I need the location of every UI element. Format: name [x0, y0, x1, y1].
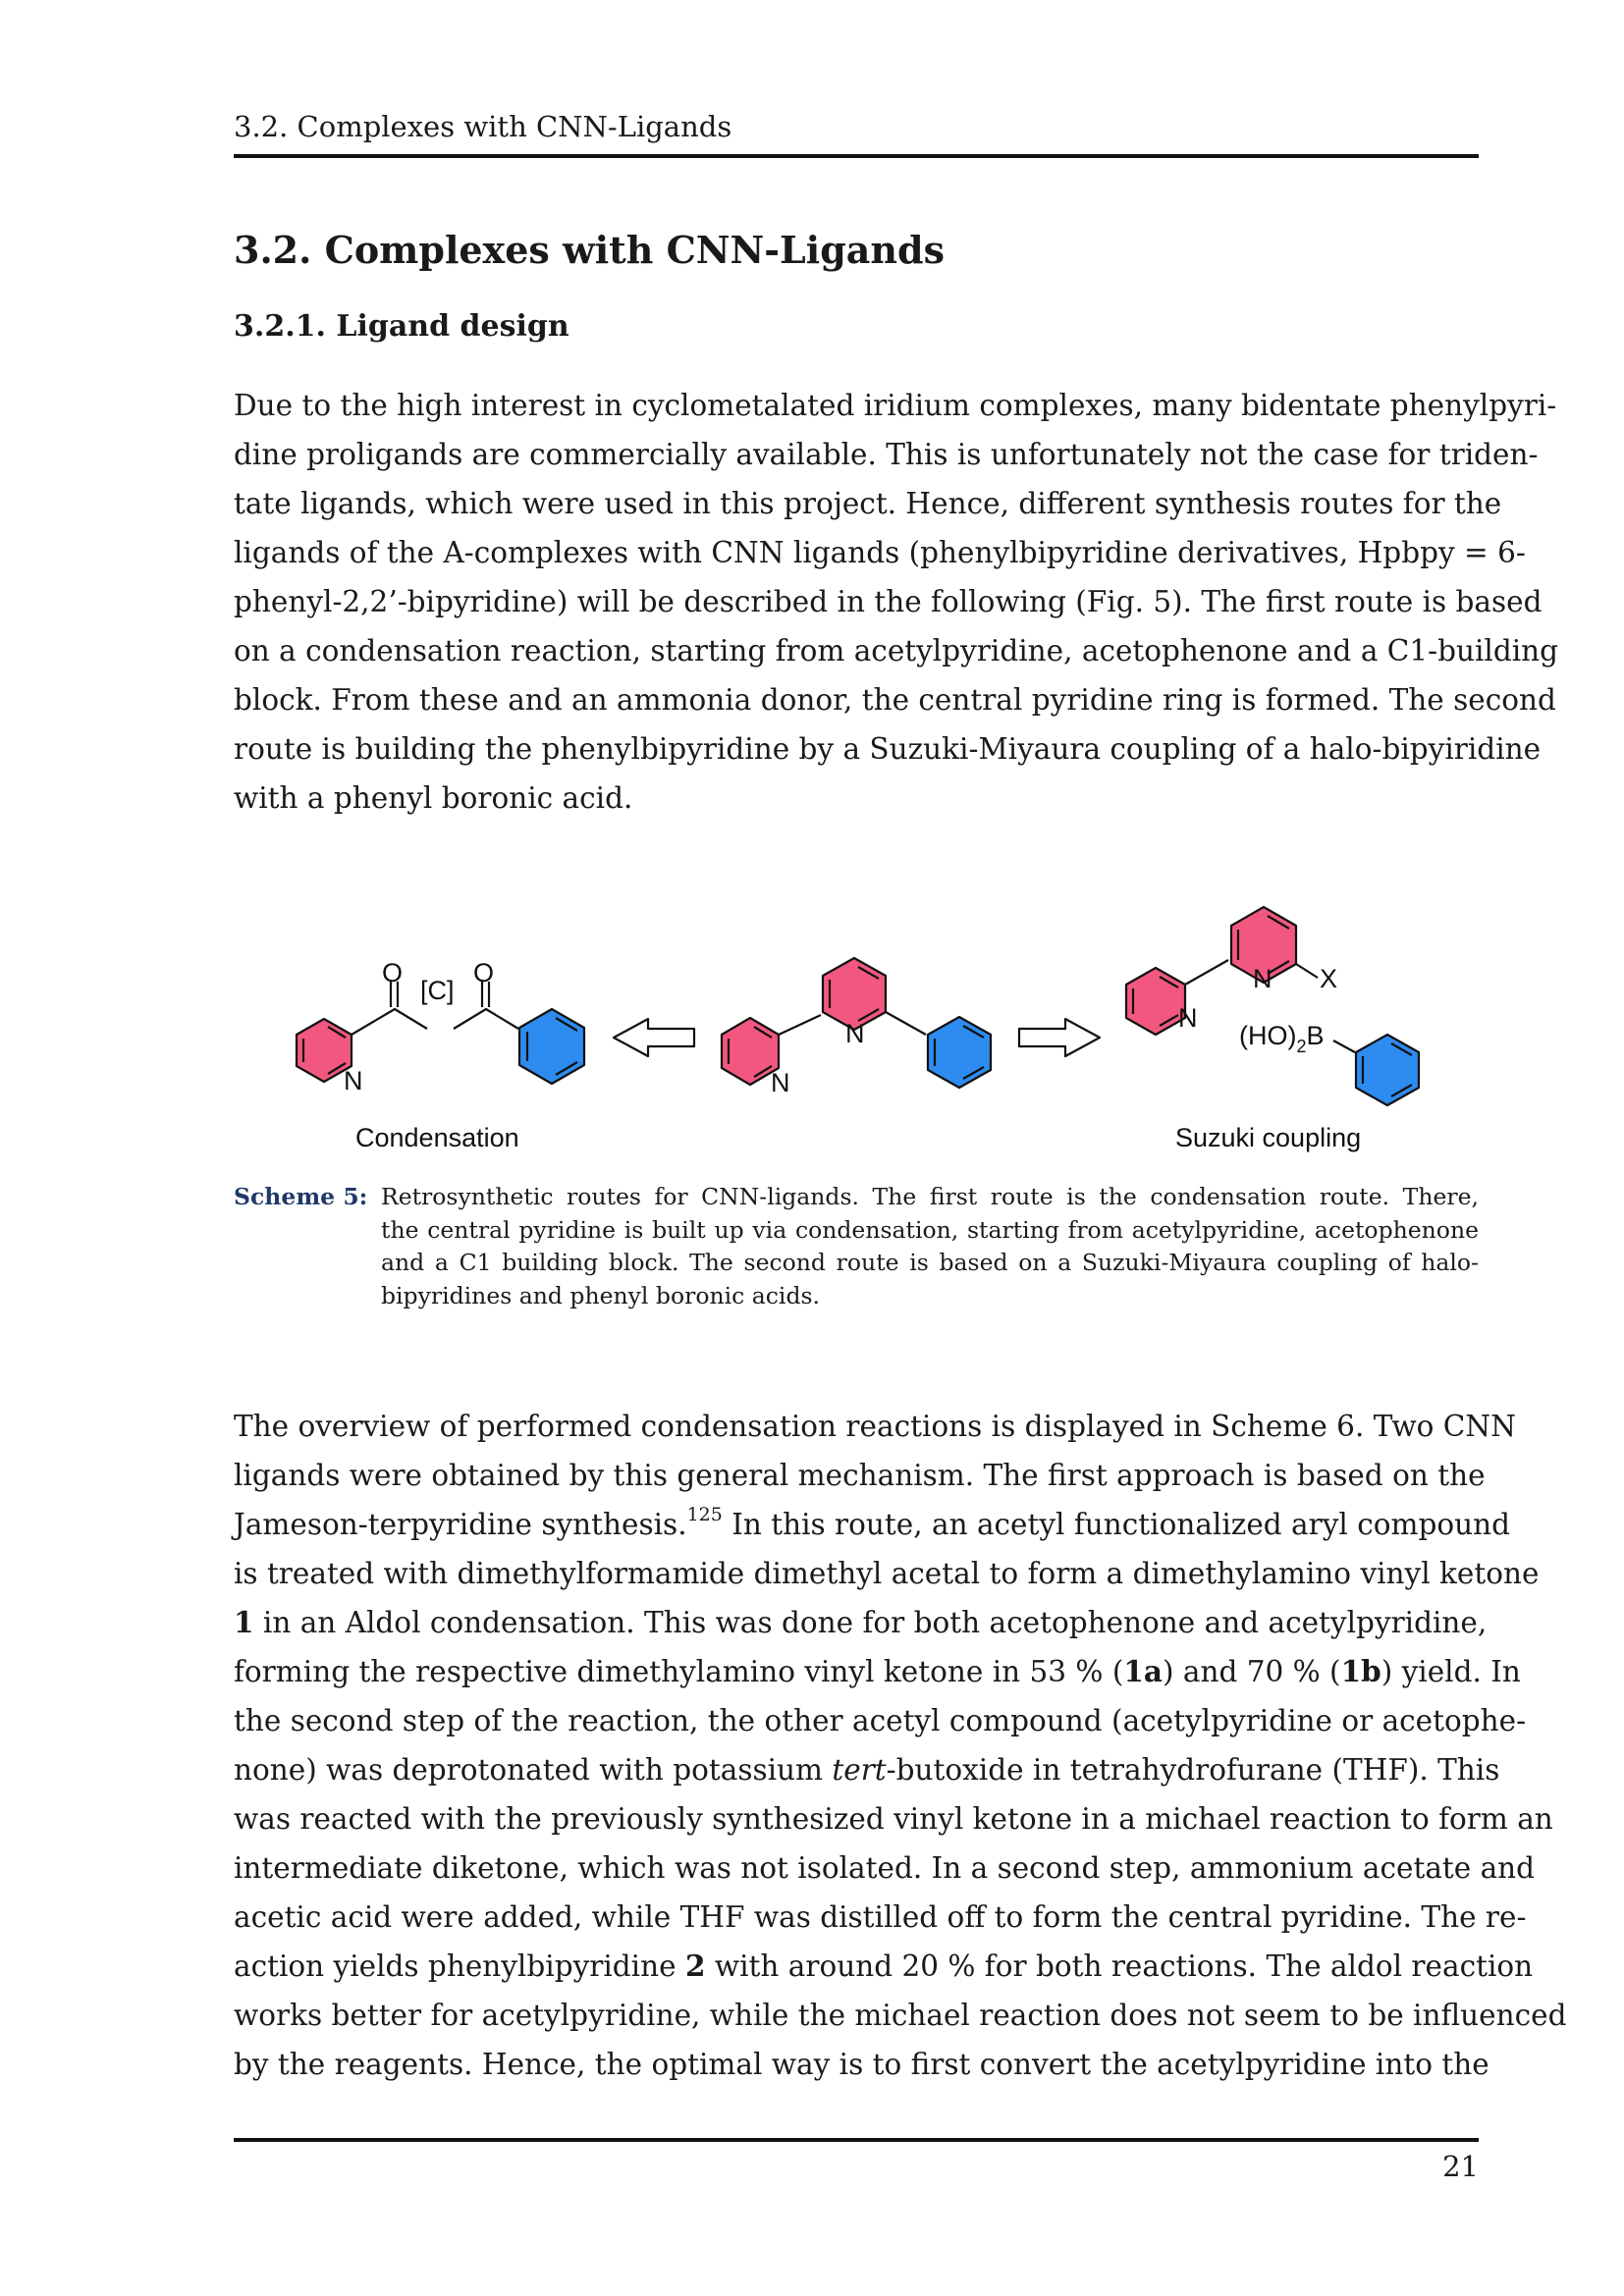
- paragraph-line: acetic acid were added, while THF was distilled off to form the central pyridine. The re-: [234, 1900, 1527, 1934]
- phenyl-ring: [519, 1009, 584, 1084]
- compound-number: 2: [684, 1949, 706, 1983]
- paragraph-line: action yields phenylbipyridine 2 with around 20 % for both reactions. The aldol reaction: [234, 1949, 1534, 1983]
- compound-number: 1a: [1123, 1654, 1163, 1688]
- atom-label-o: O: [473, 958, 495, 988]
- paragraph-line: ligands of the A-complexes with CNN ligands (phenylbipyridine derivatives, Hpbpy = 6-: [234, 536, 1526, 569]
- paragraph-line: works better for acetylpyridine, while the michael reaction does not seem to be influenced: [234, 1999, 1567, 2032]
- paragraph-line: block. From these and an ammonia donor, the central pyridine ring is formed. The second: [234, 683, 1556, 717]
- subsection-title: 3.2.1. Ligand design: [234, 309, 569, 344]
- paragraph-line: by the reagents. Hence, the optimal way is to first convert the acetylpyridine into the: [234, 2048, 1489, 2081]
- condensation-label: Condensation: [355, 1123, 519, 1152]
- retro-arrow-left: [614, 1019, 694, 1056]
- caption-line: Retrosynthetic routes for CNN-ligands. The first route is the condensation route. There,: [381, 1183, 1479, 1210]
- paragraph-line: forming the respective dimethylamino vinyl ketone in 53 % (1a) and 70 % (1b) yield. In: [234, 1654, 1521, 1688]
- paragraph-line: intermediate diketone, which was not isolated. In a second step, ammonium acetate and: [234, 1851, 1536, 1885]
- atom-label-n: N: [1253, 964, 1272, 993]
- atom-label-c: [C]: [420, 976, 455, 1005]
- biaryl-bond: [779, 1015, 821, 1035]
- paragraph-line: Due to the high interest in cyclometalated iridium complexes, many bidentate phenylpyri-: [234, 389, 1557, 422]
- boronic-acid-label: $(HO)_2B$: [1239, 1021, 1325, 1056]
- phenyl-ring: [928, 1017, 991, 1088]
- paragraph-line: is treated with dimethylformamide dimethyl acetal to form a dimethylamino vinyl ketone: [234, 1557, 1540, 1590]
- header-rule: [234, 154, 1479, 158]
- atom-label-o: O: [382, 958, 404, 988]
- retro-arrow-right: [1019, 1019, 1100, 1056]
- citation-ref: 125: [686, 1504, 723, 1525]
- running-header: 3.2. Complexes with CNN-Ligands: [234, 110, 732, 143]
- paragraph-line: tate ligands, which were used in this project. Hence, different synthesis routes for the: [234, 487, 1502, 520]
- atom-label-n: N: [845, 1019, 865, 1048]
- caption-line: and a C1 building block. The second route is based on a Suzuki-Miyaura coupling of halo-: [381, 1249, 1479, 1276]
- paragraph-line: Jameson-terpyridine synthesis.$^{125}$ In this route, an acetyl functionalized aryl compound: [234, 1504, 1511, 1541]
- page-number: 21: [1442, 2150, 1479, 2183]
- paragraph-line: ligands were obtained by this general mechanism. The first approach is based on the: [234, 1459, 1486, 1492]
- paragraph-line: 1 in an Aldol condensation. This was done for both acetophenone and acetylpyridine,: [234, 1605, 1488, 1639]
- caption-line: bipyridines and phenyl boronic acids.: [381, 1281, 821, 1309]
- boron-bond: [1333, 1041, 1355, 1052]
- intro-paragraph: [234, 381, 1559, 823]
- biaryl-bond: [886, 1012, 926, 1035]
- caption-line: the central pyridine is built up via condensation, starting from acetylpyridine, acetophenone: [381, 1215, 1479, 1244]
- phenyl-ring: [1356, 1035, 1419, 1105]
- paragraph-line: route is building the phenylbipyridine by a Suzuki-Miyaura coupling of a halo-bipyiridine: [234, 732, 1542, 766]
- pyridine-ring: [1126, 968, 1185, 1035]
- atom-label-n: N: [771, 1068, 790, 1097]
- caption-label: Scheme 5:: [234, 1183, 368, 1210]
- paragraph-line: none) was deprotonated with potassium tert-butoxide in tetrahydrofurane (THF). This: [234, 1753, 1500, 1787]
- section-title: 3.2. Complexes with CNN-Ligands: [234, 228, 945, 272]
- condensation-paragraph: [234, 1402, 1567, 2089]
- footer-rule: [234, 2138, 1479, 2142]
- paragraph-line: on a condensation reaction, starting from acetylpyridine, acetophenone and a C1-building: [234, 634, 1559, 667]
- suzuki-coupling-label: Suzuki coupling: [1175, 1123, 1362, 1152]
- atom-label-n: N: [344, 1066, 363, 1095]
- paragraph-line: The overview of performed condensation reactions is displayed in Scheme 6. Two CNN: [234, 1410, 1516, 1443]
- paragraph-line: dine proligands are commercially available. This is unfortunately not the case for triden-: [234, 438, 1539, 471]
- atom-label-n: N: [1178, 1003, 1198, 1033]
- paragraph-line: was reacted with the previously synthesized vinyl ketone in a michael reaction to form an: [234, 1802, 1553, 1836]
- retrosynthesis-scheme: [0, 883, 1624, 1178]
- compound-number: 1: [234, 1605, 254, 1639]
- italic-term: tert: [832, 1753, 887, 1787]
- paragraph-line: the second step of the reaction, the other acetyl compound (acetylpyridine or acetophe-: [234, 1704, 1527, 1737]
- acetyl-bond: [352, 1009, 427, 1035]
- paragraph-line: with a phenyl boronic acid.: [234, 781, 633, 815]
- atom-label-x: X: [1320, 964, 1338, 993]
- biaryl-bond: [1185, 960, 1228, 985]
- halide-bond: [1296, 964, 1318, 978]
- caption-text: [381, 1181, 1479, 1312]
- compound-number: 1b: [1340, 1654, 1381, 1688]
- acetyl-bond: [454, 1009, 518, 1029]
- paragraph-line: phenyl-2,2’-bipyridine) will be described in the following (Fig. 5). The first route is based: [234, 585, 1543, 618]
